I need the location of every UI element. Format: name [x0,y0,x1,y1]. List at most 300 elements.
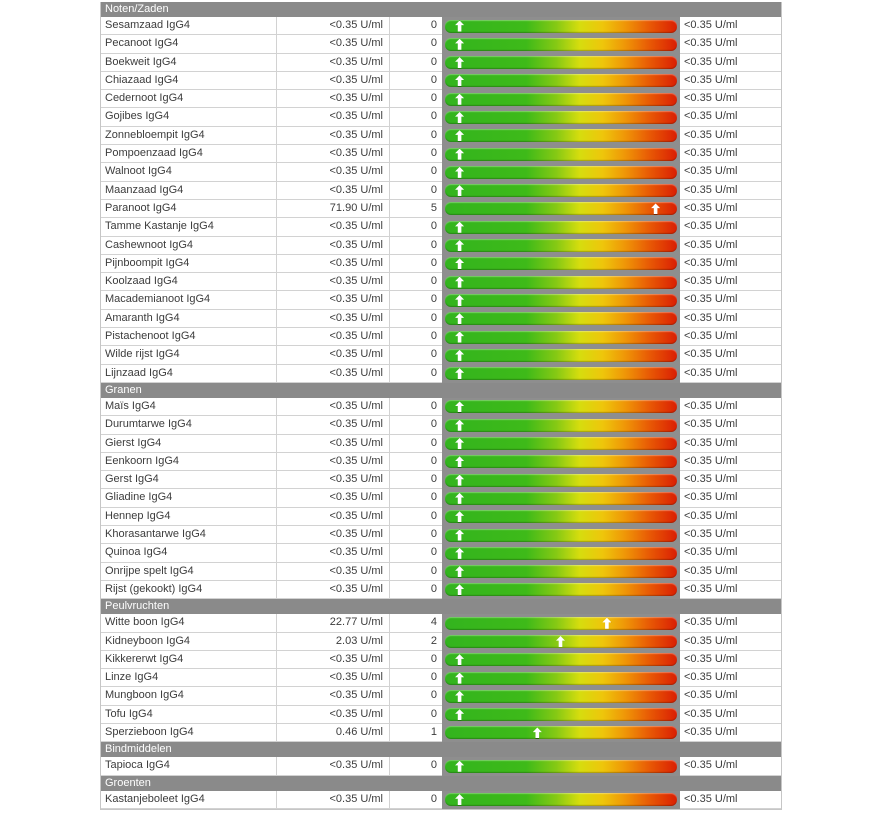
value-marker-icon [455,438,464,449]
test-value: 2.03 U/ml [277,633,390,651]
reference-value: <0.35 U/ml [680,273,781,291]
test-value: <0.35 U/ml [277,54,390,72]
value-marker-icon [455,185,464,196]
test-name: Kikkererwt IgG4 [101,651,277,669]
gradient-scale-bar [445,492,677,505]
gradient-scale-bar [445,547,677,560]
test-name: Macademianoot IgG4 [101,291,277,309]
value-marker-icon [455,654,464,665]
test-name: Hennep IgG4 [101,508,277,526]
gradient-scale-bar [445,437,677,450]
value-marker-icon [651,203,660,214]
result-row [101,489,781,507]
reference-value: <0.35 U/ml [680,346,781,364]
gradient-scale-bar [445,672,677,685]
test-score: 0 [390,471,442,489]
gradient-scale-bar [445,129,677,142]
reference-value: <0.35 U/ml [680,182,781,200]
gradient-scale-bar [445,617,677,630]
gradient-scale-bar [445,221,677,234]
gradient-scale-bar [445,455,677,468]
gradient-scale-bar [445,565,677,578]
value-marker-icon [455,401,464,412]
test-value: <0.35 U/ml [277,526,390,544]
result-row [101,453,781,471]
reference-value: <0.35 U/ml [680,291,781,309]
result-bar-cell [442,669,680,687]
value-marker-icon [455,511,464,522]
result-bar-cell [442,127,680,145]
test-value: <0.35 U/ml [277,365,390,383]
value-marker-icon [455,313,464,324]
value-marker-icon [455,75,464,86]
test-value: <0.35 U/ml [277,687,390,705]
value-marker-icon [455,94,464,105]
test-score: 0 [390,526,442,544]
test-score: 0 [390,435,442,453]
result-bar-cell [442,365,680,383]
result-row [101,633,781,651]
test-value: <0.35 U/ml [277,72,390,90]
test-score: 0 [390,346,442,364]
value-marker-icon [455,691,464,702]
gradient-scale-bar [445,239,677,252]
value-marker-icon [455,530,464,541]
reference-value: <0.35 U/ml [680,724,781,742]
gradient-scale-bar [445,708,677,721]
value-marker-icon [455,456,464,467]
gradient-scale-bar [445,38,677,51]
reference-value: <0.35 U/ml [680,416,781,434]
test-name: Witte boon IgG4 [101,614,277,632]
test-score: 0 [390,145,442,163]
gradient-scale-bar [445,20,677,33]
gradient-scale-bar [445,202,677,215]
test-value: 0.46 U/ml [277,724,390,742]
test-name: Amaranth IgG4 [101,310,277,328]
gradient-scale-bar [445,400,677,413]
gradient-scale-bar [445,294,677,307]
gradient-scale-bar [445,760,677,773]
test-value: <0.35 U/ml [277,237,390,255]
result-row [101,90,781,108]
result-bar-cell [442,54,680,72]
test-value: <0.35 U/ml [277,489,390,507]
gradient-scale-bar [445,690,677,703]
result-bar-cell [442,273,680,291]
test-name: Cedernoot IgG4 [101,90,277,108]
value-marker-icon [455,709,464,720]
test-score: 0 [390,453,442,471]
test-score: 0 [390,398,442,416]
value-marker-icon [455,673,464,684]
test-value: <0.35 U/ml [277,508,390,526]
test-name: Walnoot IgG4 [101,163,277,181]
result-bar-cell [442,200,680,218]
value-marker-icon [455,167,464,178]
test-score: 5 [390,200,442,218]
value-marker-icon [455,240,464,251]
reference-value: <0.35 U/ml [680,581,781,599]
test-name: Tamme Kastanje IgG4 [101,218,277,236]
result-bar-cell [442,346,680,364]
test-value: 22.77 U/ml [277,614,390,632]
test-name: Zonnebloempit IgG4 [101,127,277,145]
test-name: Lijnzaad IgG4 [101,365,277,383]
value-marker-icon [455,368,464,379]
gradient-scale-bar [445,349,677,362]
value-marker-icon [602,618,611,629]
reference-value: <0.35 U/ml [680,127,781,145]
value-marker-icon [455,130,464,141]
value-marker-icon [455,222,464,233]
reference-value: <0.35 U/ml [680,435,781,453]
result-row [101,651,781,669]
test-score: 0 [390,17,442,35]
reference-value: <0.35 U/ml [680,614,781,632]
result-row [101,365,781,383]
result-bar-cell [442,757,680,775]
test-value: <0.35 U/ml [277,218,390,236]
result-row [101,255,781,273]
value-marker-icon [455,761,464,772]
reference-value: <0.35 U/ml [680,508,781,526]
value-marker-icon [455,350,464,361]
test-value: <0.35 U/ml [277,669,390,687]
test-score: 0 [390,291,442,309]
test-name: Maïs IgG4 [101,398,277,416]
results-table [100,2,782,810]
test-score: 0 [390,669,442,687]
result-bar-cell [442,489,680,507]
value-marker-icon [455,277,464,288]
section-header: Groenten [101,776,781,791]
reference-value: <0.35 U/ml [680,163,781,181]
reference-value: <0.35 U/ml [680,489,781,507]
result-row [101,791,781,809]
test-name: Quinoa IgG4 [101,544,277,562]
test-name: Tofu IgG4 [101,706,277,724]
test-name: Gierst IgG4 [101,435,277,453]
test-name: Sperzieboon IgG4 [101,724,277,742]
gradient-scale-bar [445,331,677,344]
test-name: Chiazaad IgG4 [101,72,277,90]
result-bar-cell [442,35,680,53]
gradient-scale-bar [445,635,677,648]
gradient-scale-bar [445,166,677,179]
reference-value: <0.35 U/ml [680,669,781,687]
reference-value: <0.35 U/ml [680,200,781,218]
test-name: Paranoot IgG4 [101,200,277,218]
test-value: <0.35 U/ml [277,563,390,581]
gradient-scale-bar [445,148,677,161]
test-name: Eenkoorn IgG4 [101,453,277,471]
test-score: 0 [390,328,442,346]
result-bar-cell [442,614,680,632]
test-score: 1 [390,724,442,742]
result-bar-cell [442,526,680,544]
result-bar-cell [442,453,680,471]
test-score: 0 [390,72,442,90]
test-value: <0.35 U/ml [277,108,390,126]
section-header: Bindmiddelen [101,742,781,757]
reference-value: <0.35 U/ml [680,72,781,90]
test-value: <0.35 U/ml [277,273,390,291]
result-row [101,416,781,434]
value-marker-icon [455,584,464,595]
value-marker-icon [455,149,464,160]
test-name: Kidneyboon IgG4 [101,633,277,651]
test-value: <0.35 U/ml [277,310,390,328]
test-score: 0 [390,35,442,53]
value-marker-icon [455,420,464,431]
test-score: 0 [390,182,442,200]
result-row [101,398,781,416]
test-value: <0.35 U/ml [277,398,390,416]
value-marker-icon [455,332,464,343]
test-score: 0 [390,581,442,599]
result-bar-cell [442,633,680,651]
test-name: Maanzaad IgG4 [101,182,277,200]
result-bar-cell [442,72,680,90]
gradient-scale-bar [445,111,677,124]
gradient-scale-bar [445,74,677,87]
test-score: 0 [390,489,442,507]
test-value: <0.35 U/ml [277,471,390,489]
test-name: Gojibes IgG4 [101,108,277,126]
value-marker-icon [455,794,464,805]
gradient-scale-bar [445,184,677,197]
result-bar-cell [442,182,680,200]
value-marker-icon [455,57,464,68]
reference-value: <0.35 U/ml [680,706,781,724]
result-row [101,687,781,705]
result-row [101,310,781,328]
result-row [101,200,781,218]
test-score: 0 [390,163,442,181]
section-header: Noten/Zaden [101,2,781,17]
result-row [101,127,781,145]
result-row [101,526,781,544]
test-score: 0 [390,416,442,434]
test-value: <0.35 U/ml [277,127,390,145]
test-value: <0.35 U/ml [277,145,390,163]
result-bar-cell [442,687,680,705]
result-bar-cell [442,508,680,526]
result-bar-cell [442,163,680,181]
result-row [101,563,781,581]
result-row [101,544,781,562]
result-row [101,291,781,309]
gradient-scale-bar [445,93,677,106]
test-name: Pompoenzaad IgG4 [101,145,277,163]
test-name: Onrijpe spelt IgG4 [101,563,277,581]
test-value: <0.35 U/ml [277,791,390,809]
result-bar-cell [442,435,680,453]
test-value: <0.35 U/ml [277,706,390,724]
result-row [101,724,781,742]
test-name: Tapioca IgG4 [101,757,277,775]
reference-value: <0.35 U/ml [680,453,781,471]
gradient-scale-bar [445,56,677,69]
section-header: Granen [101,383,781,398]
result-row [101,145,781,163]
result-row [101,237,781,255]
test-score: 0 [390,237,442,255]
result-bar-cell [442,398,680,416]
result-row [101,218,781,236]
result-bar-cell [442,416,680,434]
reference-value: <0.35 U/ml [680,687,781,705]
result-bar-cell [442,90,680,108]
test-value: <0.35 U/ml [277,328,390,346]
result-row [101,346,781,364]
reference-value: <0.35 U/ml [680,328,781,346]
test-score: 0 [390,544,442,562]
reference-value: <0.35 U/ml [680,365,781,383]
test-value: <0.35 U/ml [277,651,390,669]
result-row [101,508,781,526]
test-value: 71.90 U/ml [277,200,390,218]
gradient-scale-bar [445,312,677,325]
result-row [101,54,781,72]
gradient-scale-bar [445,529,677,542]
result-bar-cell [442,791,680,809]
value-marker-icon [455,112,464,123]
reference-value: <0.35 U/ml [680,54,781,72]
gradient-scale-bar [445,367,677,380]
test-name: Durumtarwe IgG4 [101,416,277,434]
test-score: 0 [390,508,442,526]
value-marker-icon [455,475,464,486]
value-marker-icon [556,636,565,647]
value-marker-icon [533,727,542,738]
test-score: 4 [390,614,442,632]
reference-value: <0.35 U/ml [680,108,781,126]
result-row [101,72,781,90]
test-value: <0.35 U/ml [277,90,390,108]
test-score: 2 [390,633,442,651]
result-row [101,669,781,687]
reference-value: <0.35 U/ml [680,526,781,544]
test-name: Sesamzaad IgG4 [101,17,277,35]
test-value: <0.35 U/ml [277,182,390,200]
test-value: <0.35 U/ml [277,581,390,599]
gradient-scale-bar [445,276,677,289]
value-marker-icon [455,566,464,577]
test-name: Gerst IgG4 [101,471,277,489]
result-row [101,182,781,200]
test-value: <0.35 U/ml [277,346,390,364]
gradient-scale-bar [445,419,677,432]
section-header: Peulvruchten [101,599,781,614]
reference-value: <0.35 U/ml [680,544,781,562]
test-name: Cashewnoot IgG4 [101,237,277,255]
result-bar-cell [442,255,680,273]
gradient-scale-bar [445,474,677,487]
result-row [101,757,781,775]
reference-value: <0.35 U/ml [680,633,781,651]
reference-value: <0.35 U/ml [680,651,781,669]
result-bar-cell [442,291,680,309]
test-name: Rijst (gekookt) IgG4 [101,581,277,599]
test-value: <0.35 U/ml [277,17,390,35]
gradient-scale-bar [445,510,677,523]
test-value: <0.35 U/ml [277,435,390,453]
reference-value: <0.35 U/ml [680,17,781,35]
test-score: 0 [390,108,442,126]
result-row [101,273,781,291]
test-score: 0 [390,310,442,328]
test-score: 0 [390,687,442,705]
test-value: <0.35 U/ml [277,453,390,471]
test-name: Koolzaad IgG4 [101,273,277,291]
test-name: Pijnboompit IgG4 [101,255,277,273]
value-marker-icon [455,295,464,306]
gradient-scale-bar [445,653,677,666]
reference-value: <0.35 U/ml [680,35,781,53]
value-marker-icon [455,39,464,50]
reference-value: <0.35 U/ml [680,471,781,489]
reference-value: <0.35 U/ml [680,310,781,328]
result-row [101,435,781,453]
test-name: Gliadine IgG4 [101,489,277,507]
result-bar-cell [442,145,680,163]
test-score: 0 [390,651,442,669]
test-score: 0 [390,127,442,145]
reference-value: <0.35 U/ml [680,218,781,236]
test-name: Pistachenoot IgG4 [101,328,277,346]
test-name: Boekweit IgG4 [101,54,277,72]
test-name: Pecanoot IgG4 [101,35,277,53]
test-name: Wilde rijst IgG4 [101,346,277,364]
test-score: 0 [390,218,442,236]
result-bar-cell [442,17,680,35]
result-row [101,163,781,181]
test-score: 0 [390,791,442,809]
result-row [101,471,781,489]
result-row [101,17,781,35]
reference-value: <0.35 U/ml [680,563,781,581]
reference-value: <0.35 U/ml [680,398,781,416]
test-score: 0 [390,54,442,72]
result-row [101,614,781,632]
result-bar-cell [442,724,680,742]
result-bar-cell [442,328,680,346]
test-score: 0 [390,255,442,273]
reference-value: <0.35 U/ml [680,255,781,273]
value-marker-icon [455,21,464,32]
test-value: <0.35 U/ml [277,291,390,309]
result-bar-cell [442,237,680,255]
test-value: <0.35 U/ml [277,255,390,273]
result-row [101,581,781,599]
value-marker-icon [455,258,464,269]
test-value: <0.35 U/ml [277,544,390,562]
test-score: 0 [390,90,442,108]
reference-value: <0.35 U/ml [680,145,781,163]
value-marker-icon [455,493,464,504]
gradient-scale-bar [445,726,677,739]
test-value: <0.35 U/ml [277,35,390,53]
test-value: <0.35 U/ml [277,757,390,775]
result-bar-cell [442,310,680,328]
gradient-scale-bar [445,583,677,596]
result-row [101,328,781,346]
test-value: <0.35 U/ml [277,416,390,434]
result-row [101,35,781,53]
test-name: Linze IgG4 [101,669,277,687]
